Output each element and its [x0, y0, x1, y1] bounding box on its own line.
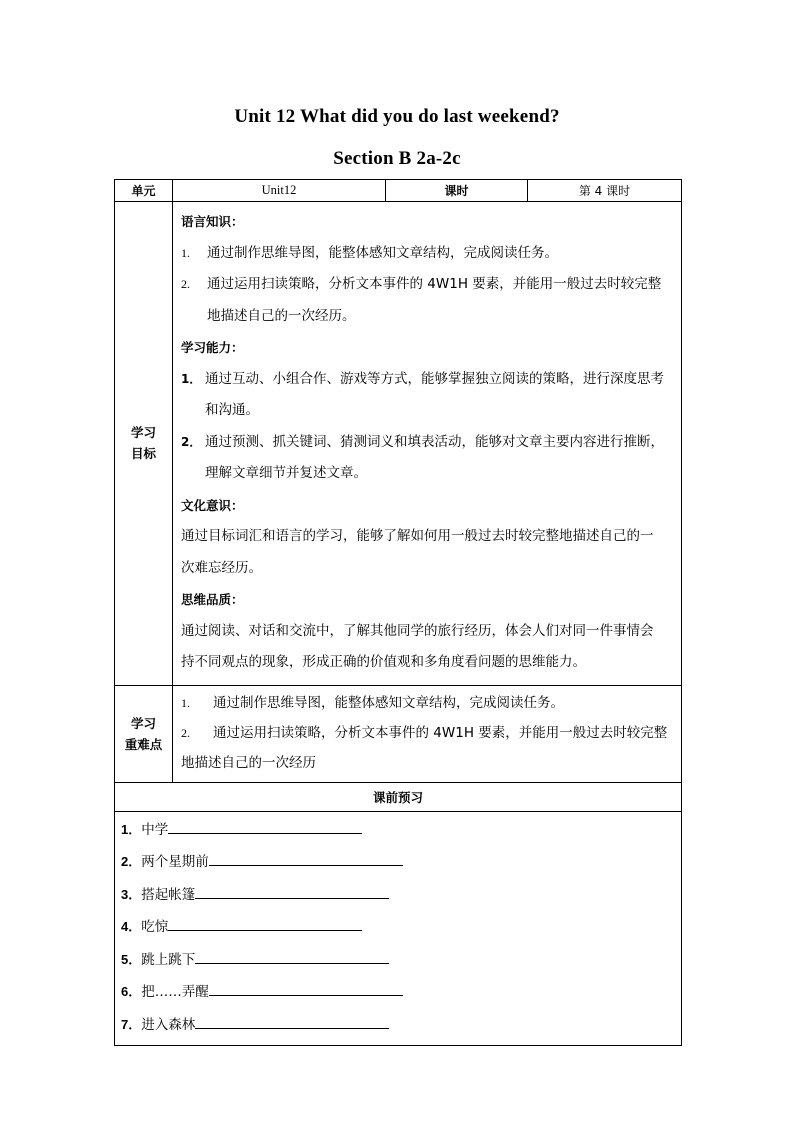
- preview-heading: 课前预习: [115, 782, 682, 811]
- lesson-plan-table: [114, 179, 682, 1046]
- answer-blank[interactable]: [209, 847, 403, 866]
- preview-content: [115, 811, 682, 1046]
- period-label: 课时: [386, 180, 528, 202]
- objectives-row: [115, 202, 682, 686]
- language-heading: 语言知识：: [181, 214, 244, 229]
- preview-item-5: 5．跳上跳下: [121, 944, 673, 977]
- objectives-content: [173, 202, 682, 686]
- ability-item-1: 1． 通过互动、小组合作、游戏等方式，能够掌握独立阅读的策略，进行深度思考: [181, 370, 664, 387]
- language-item-2-cont: 地描述自己的一次经历。: [207, 307, 356, 324]
- answer-blank[interactable]: [168, 912, 362, 931]
- objectives-label: 学习 目标: [115, 202, 173, 686]
- preview-item-1: 1．中学: [121, 814, 673, 847]
- page-title: Unit 12 What did you do last weekend?: [234, 106, 560, 127]
- language-item-1: 1. 通过制作思维导图，能整体感知文章结构，完成阅读任务。: [181, 244, 558, 261]
- preview-item-2: 2．两个星期前: [121, 846, 673, 879]
- answer-blank[interactable]: [195, 945, 389, 964]
- period-value: 第 4 课时: [528, 180, 682, 202]
- answer-blank[interactable]: [209, 977, 403, 996]
- preview-header-row: [115, 782, 682, 811]
- thinking-text-2: 持不同观点的现象，形成正确的价值观和多角度看问题的思维能力。: [181, 654, 586, 670]
- answer-blank[interactable]: [195, 1010, 389, 1029]
- key-points-label: 学习 重难点: [115, 685, 173, 782]
- answer-blank[interactable]: [168, 815, 362, 834]
- page-subtitle: Section B 2a-2c: [333, 148, 461, 169]
- thinking-text-1: 通过阅读、对话和交流中，了解其他同学的旅行经历，体会人们对同一件事情会: [181, 622, 654, 639]
- key-point-2: 2. 通过运用扫读策略，分析文本事件的 4W1H 要素，并能用一般过去时较完整: [181, 724, 668, 741]
- preview-row: [115, 811, 682, 1046]
- thinking-heading: 思维品质：: [181, 592, 244, 607]
- preview-item-3: 3．搭起帐篷: [121, 879, 673, 912]
- culture-text-2: 次难忘经历。: [181, 559, 262, 576]
- key-point-1: 1. 通过制作思维导图，能整体感知文章结构，完成阅读任务。: [181, 694, 564, 711]
- preview-item-7: 7．进入森林: [121, 1009, 673, 1042]
- ability-item-2: 2． 通过预测、抓关键词、猜测词义和填表活动，能够对文章主要内容进行推断，: [181, 433, 664, 450]
- answer-blank[interactable]: [195, 880, 389, 899]
- key-point-2-cont: 地描述自己的一次经历: [181, 754, 316, 771]
- ability-heading: 学习能力：: [181, 340, 244, 355]
- key-points-content: [173, 685, 682, 782]
- ability-item-2-cont: 理解文章细节并复述文章。: [205, 465, 367, 481]
- preview-item-4: 4．吃惊: [121, 911, 673, 944]
- unit-label: 单元: [115, 180, 173, 202]
- preview-item-6: 6．把……弄醒: [121, 976, 673, 1009]
- unit-value: Unit12: [173, 180, 386, 202]
- language-item-2: 2. 通过运用扫读策略，分析文本事件的 4W1H 要素，并能用一般过去时较完整: [181, 276, 662, 292]
- culture-heading: 文化意识：: [181, 497, 244, 513]
- culture-text-1: 通过目标词汇和语言的学习，能够了解如何用一般过去时较完整地描述自己的一: [181, 528, 654, 544]
- header-row: [115, 180, 682, 202]
- ability-item-1-cont: 和沟通。: [205, 402, 259, 418]
- key-points-row: [115, 685, 682, 782]
